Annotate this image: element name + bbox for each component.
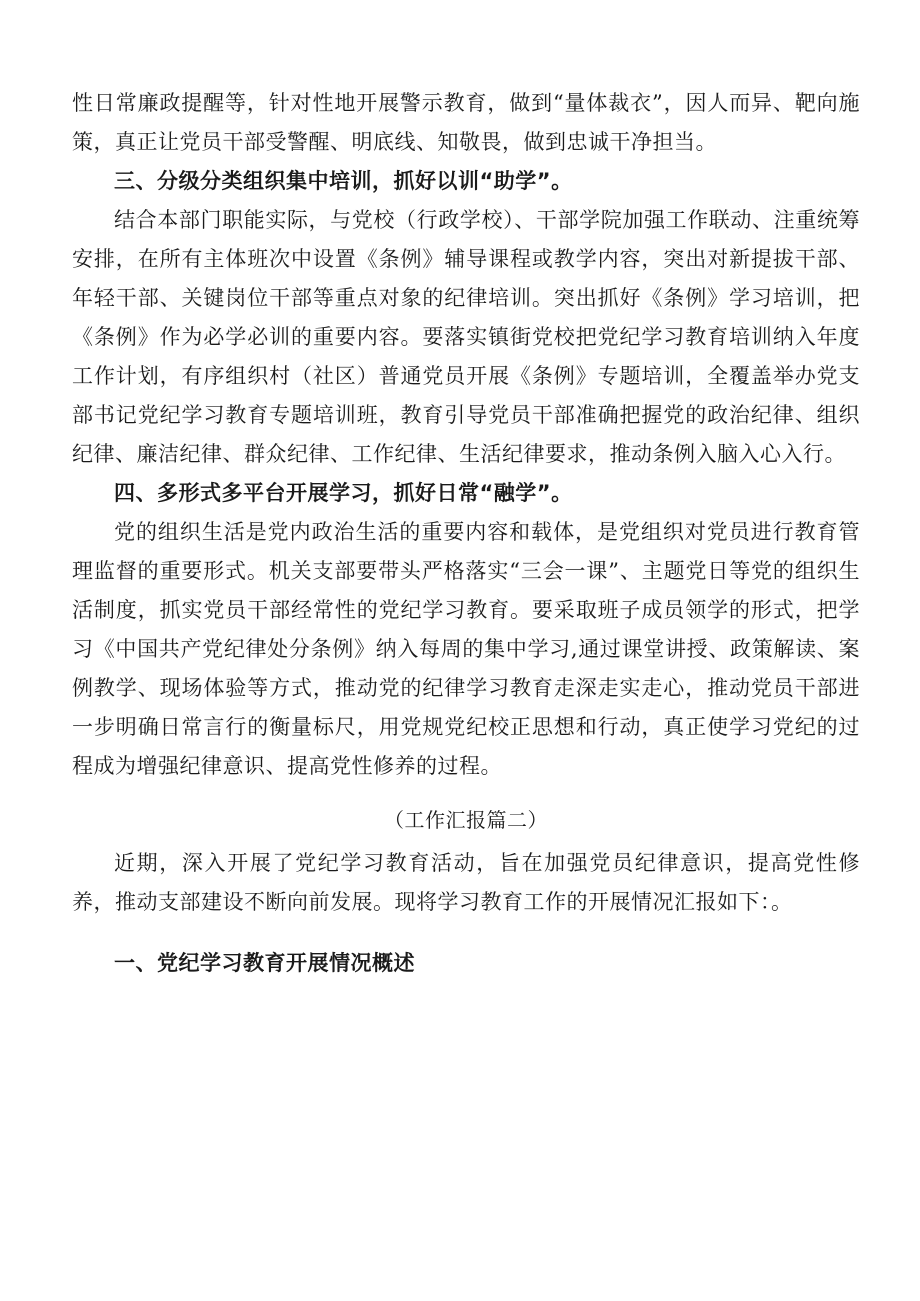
paragraph-continued: 性日常廉政提醒等，针对性地开展警示教育，做到“量体裁衣”，因人而异、靶向施策，真正让党员干部受警醒、明底线、知敬畏，做到忠诚干净担当。 bbox=[72, 91, 860, 154]
report-part-title: （工作汇报篇二） bbox=[384, 808, 548, 832]
document-page bbox=[72, 84, 860, 983]
heading-section-4: 四、多形式多平台开展学习，抓好日常“融学”。 bbox=[114, 481, 573, 505]
heading-section-3: 三、分级分类组织集中培训，抓好以训“助学”。 bbox=[114, 169, 573, 193]
paragraph-section-3: 结合本部门职能实际，与党校（行政学校）、干部学院加强工作联动、注重统筹安排，在所有主体班次中设置《条例》辅导课程或教学内容，突出对新提拔干部、年轻干部、关键岗位干部等重点对象的纪律培训。突出抓好《条例》学习培训，把《条例》作为必学必训的重要内容。要落实镇街党校把党纪学习教育培训纳入年度工作计划，有序组织村（社区）普通党员开展《条例》专题培训，全覆盖举办党支部书记党纪学习教育专题培训班，教育引导党员干部准确把握党的政治纪律、组织纪律、廉洁纪律、群众纪律、工作纪律、生活纪律要求，推动条例入脑入心入行。 bbox=[72, 208, 860, 466]
heading-part-2-section-1: 一、党纪学习教育开展情况概述 bbox=[114, 951, 415, 975]
paragraph-section-4: 党的组织生活是党内政治生活的重要内容和载体，是党组织对党员进行教育管理监督的重要形式。机关支部要带头严格落实“三会一课”、主题党日等党的组织生活制度，抓实党员干部经常性的党纪学习教育。要采取班子成员领学的形式，把学习《中国共产党纪律处分条例》纳入每周的集中学习,通过课堂讲授、政策解读、案例教学、现场体验等方式，推动党的纪律学习教育走深走实走心，推动党员干部进一步明确日常言行的衡量标尺，用党规党纪校正思想和行动，真正使学习党纪的过程成为增强纪律意识、提高党性修养的过程。 bbox=[72, 520, 860, 778]
paragraph-intro: 近期，深入开展了党纪学习教育活动，旨在加强党员纪律意识，提高党性修养，推动支部建设不断向前发展。现将学习教育工作的开展情况汇报如下：。 bbox=[72, 851, 860, 914]
